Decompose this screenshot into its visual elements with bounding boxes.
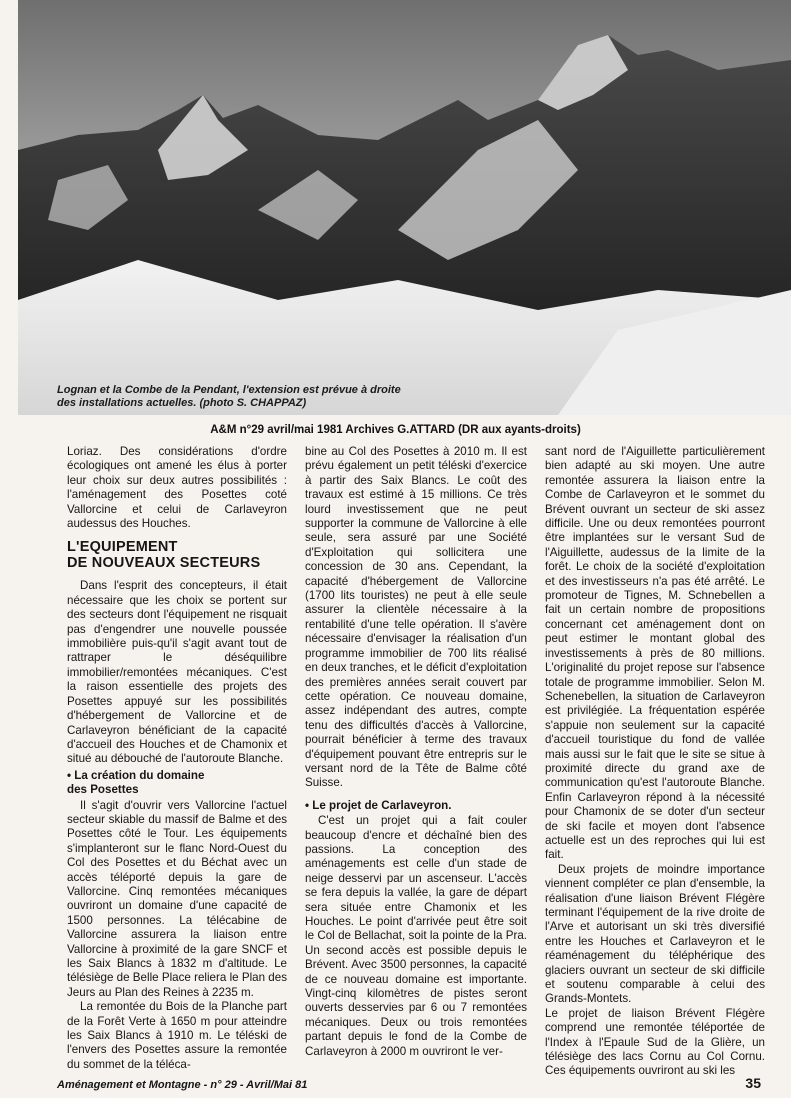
heading-line-2: DE NOUVEAUX SECTEURS <box>67 555 261 572</box>
page-number: 35 <box>745 1075 761 1091</box>
archive-line: A&M n°29 avril/mai 1981 Archives G.ATTARD (DR aux ayants-droits) <box>210 424 581 436</box>
caption-line-1: Lognan et la Combe de la Pendant, l'extension est prévue à droite <box>57 384 401 396</box>
photo-caption <box>57 384 457 410</box>
column-1 <box>67 445 287 1072</box>
column-2 <box>305 445 527 1059</box>
sub-heading-carlaveyron: • Le projet de Carlaveyron. <box>305 798 452 812</box>
paragraph: Dans l'esprit des concepteurs, il était nécessaire que les choix se portent sur des secteurs dont l'équipement ne risquait pas d'engendrer une nouvelle poussée immobilière puis-qu'il s'agit avant tout de rattraper le déséquilibre immobilier/remontées mécaniques. C'est la raison essentielle des projets des Posettes appuyé sur les possibilités d'hébergement de Vallorcine et de Carlaveyron bénéficiant de la capacité d'accueil des Houches et de Chamonix et situé au débouché de l'autoroute Blanche. <box>67 579 287 766</box>
paragraph: La remontée du Bois de la Planche part de la Forêt Verte à 1650 m pour atteindre les Saix Blancs à 1910 m. Le téléski de l'envers des Posettes assure la remontée du sommet de la téléca- <box>67 1000 287 1071</box>
mountain-photo <box>18 0 791 415</box>
footer-publication: Aménagement et Montagne - n° 29 - Avril/Mai 81 <box>57 1079 308 1091</box>
mountain-landscape-illustration <box>18 0 791 415</box>
column-3 <box>545 445 765 1079</box>
section-heading <box>67 539 287 571</box>
sub-heading-line-2: des Posettes <box>67 783 139 797</box>
paragraph: bine au Col des Posettes à 2010 m. Il est prévu également un petit téléski d'exercice à partir des Saix Blancs. Le coût des travaux est estimé à 15 millions. Ce très lourd investissement que ne peut supporter la commune de Vallorcine à elle seule, sera assuré par une Société d'Exploitation qui sollicitera une concession de 30 ans. Cependant, la capacité d'hébergement de Vallorcine (1700 lits touristes) ne peut à elle seule assurer la clientèle nécessaire à la rentabilité d'une telle opération. Il s'avère nécessaire d'envisager la réalisation d'un programme immobilier de 700 lits réalisé en deux tranches, et le déficit d'exploitation des premières années serait couvert par cette opération. Ce nouveau domaine, assez indépendant des autres, compte tenu des difficultés d'accès à Vallorcine, pourrait bénéficier à terme des travaux d'équipement pouvant être entrepris sur le versant nord de la Tête de Balme côté Suisse. <box>305 445 527 790</box>
paragraph: sant nord de l'Aiguillette particulièrement bien adapté au ski moyen. Une autre remontée assurera la liaison entre la Combe de Carlaveyron et le sommet du Brévent ouvrant un secteur de ski assez difficile. Une ou deux remontées pourront être implantées sur le versant Sud de l'Aiguillette, audessus de la limite de la forêt. Le choix de la société d'exploitation et des investisseurs n'a pas été arrêté. Le promoteur de Tignes, M. Schnebellen a fait un certain nombre de propositions concernant cet aménagement dont on peut estimer le montant global des investissements à près de 80 millions. L'originalité du projet repose sur l'absence totale de programme immobilier. Selon M. Schenebellen, la situation de Carlaveyron est privilégiée. La fréquentation espérée s'appuie non seulement sur la capacité d'accueil touristique du fond de vallée mais aussi sur le fait que le site se situe à proximité directe du grand axe de communication qu'est l'autoroute Blanche. Enfin Carlaveyron répond à la nécessité pour Chamonix de se doter d'un secteur de ski facile et moyen dont l'absence actuelle est un des reproches qui lui est fait. <box>545 445 765 862</box>
paragraph: Loriaz. Des considérations d'ordre écologiques ont amené les élus à porter leur choix sur deux autres possibilités : l'aménagement des Posettes coté Vallorcine et celui de Carlaveyron audessus des Houches. <box>67 445 287 531</box>
paragraph: Il s'agit d'ouvrir vers Vallorcine l'actuel secteur skiable du massif de Balme et des Posettes côté le Tour. Les équipements s'implanteront sur le flanc Nord-Ouest du Col des Posettes et du Béchat avec un accès téléporté depuis la gare de Vallorcine. Cinq remontées mécaniques ouvriront un domaine d'une capacité de 1500 personnes. La télécabine de Vallorcine assurera la liaison entre Vallorcine à proximité de la gare SNCF et les Saix Blancs à 1832 m d'altitude. Le télésiège de Belle Place reliera le Plan des Jeurs au Plan des Reines à 2235 m. <box>67 798 287 999</box>
paragraph: Deux projets de moindre importance viennent compléter ce plan d'ensemble, la réalisation d'une liaison Brévent Flégère terminant l'équipement de la rive droite de l'Arve et autorisant un ski très diversifié entre les Houches et Carlaveyron et le réaménagement du téléphérique des glaciers ouvrant un secteur de ski difficile et soutenu comparable à celui des Grands-Montets. <box>545 862 765 1006</box>
caption-line-2: des installations actuelles. (photo <box>57 397 237 409</box>
paragraph: Le projet de liaison Brévent Flégère comprend une remontée téléportée de l'Index à l'Epaule Sud de la Glière, un télésiège des lacs Cornu au Col Cornu. Ces équipements ouvriront au ski les <box>545 1006 765 1078</box>
photo-credit: S. CHAPPAZ) <box>236 397 307 409</box>
sub-heading-line-1: • La création du domaine <box>67 768 205 782</box>
heading-line-1: L'EQUIPEMENT <box>67 539 178 556</box>
sub-heading-posettes <box>67 769 287 798</box>
paragraph: C'est un projet qui a fait couler beaucoup d'encre et déchaîné bien des passions. La conception des aménagements est celle d'un stade de neige desservi par un ascenseur. L'accès se fera depuis la vallée, la gare de départ sera située entre Chamonix et les Houches. Le point d'arrivée peut être soit le Col de Bellachat, soit la pointe de la Pra. Un second accès est possible depuis le Brévent. Avec 3500 personnes, la capacité de ce nouveau domaine est importante. Vingt-cinq kilomètres de pistes seront ouverts desservies par 6 ou 7 remontées mécaniques. Deux ou trois remontées partant depuis le fond de la Combe de Carlaveyron à 2000 m ouvriront le ver- <box>305 814 527 1058</box>
